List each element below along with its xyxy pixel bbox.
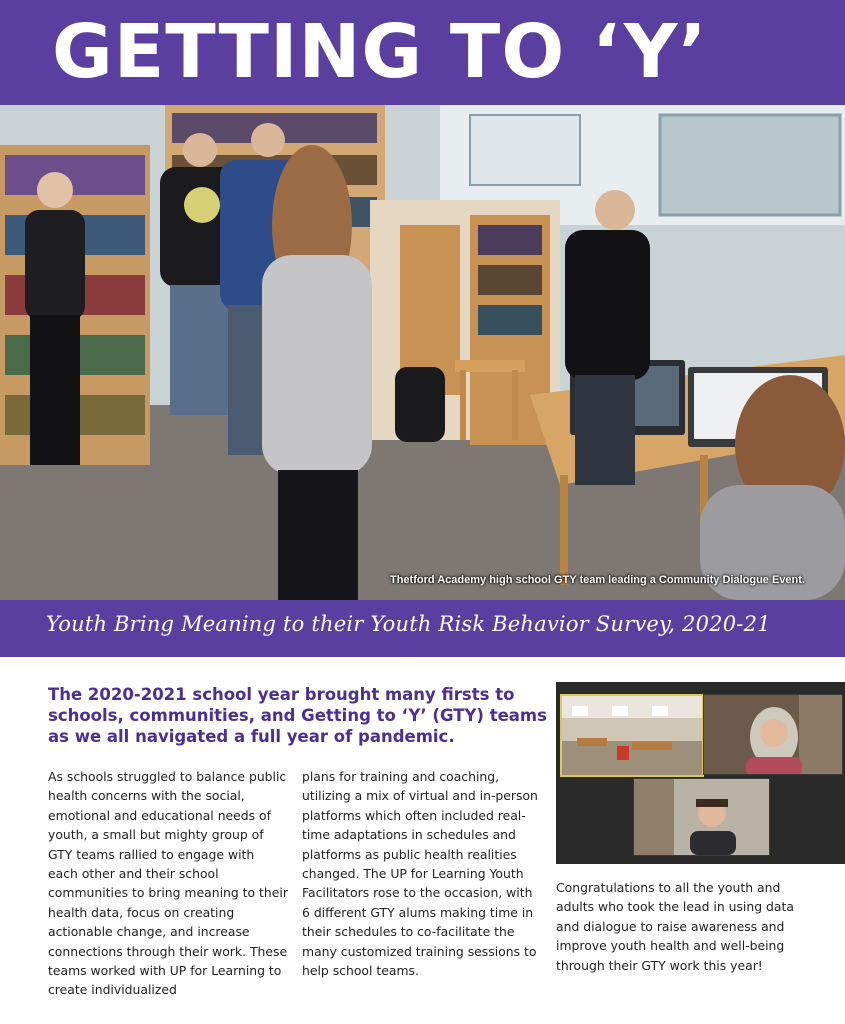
photo-caption: Thetford Academy high school GTY team leading a Community Dialogue Event. — [389, 574, 805, 586]
library-scene-illustration — [0, 105, 845, 600]
video-tile-youth — [633, 778, 770, 856]
video-tile-adult — [703, 694, 843, 775]
title-banner — [0, 0, 845, 105]
body-column-1: As schools struggled to balance public health concerns with the social, emotional and educational needs of youth, a small but mighty group of GTY teams rallied to engage with each other and their school communities to bring meaning to their health data, focus on creating actionable change, and increase connections through their work. These teams worked with UP for Learning to create individualized — [48, 769, 288, 998]
subtitle-banner — [0, 600, 845, 657]
lead-paragraph: The 2020-2021 school year brought many firsts to schools, communities, and Getting to ‘Y’ (GTY) teams as we all navigated a full year of pandemic. — [48, 685, 547, 746]
body-column-2: plans for training and coaching, utilizing a mix of virtual and in-person platforms which often included real-time adaptations in schedules and platforms as public health realities changed. The UP for Learning Youth Facilitators rose to the occasion, with 6 different GTY alums making time in their schedules to co-facilitate the many customized training sessions to help school teams. — [302, 769, 538, 979]
video-tile-classroom — [560, 694, 704, 777]
article-subtitle: Youth Bring Meaning to their Youth Risk Behavior Survey, 2020-21 — [46, 612, 771, 636]
page-title: GETTING TO ‘Y’ — [52, 9, 708, 95]
body-column-3: Congratulations to all the youth and adults who took the lead in using data and dialogue to raise awareness and improve youth health and well-being through their GTY work this year! — [556, 880, 794, 973]
video-call-screenshot — [556, 682, 845, 864]
hero-photo — [0, 105, 845, 600]
